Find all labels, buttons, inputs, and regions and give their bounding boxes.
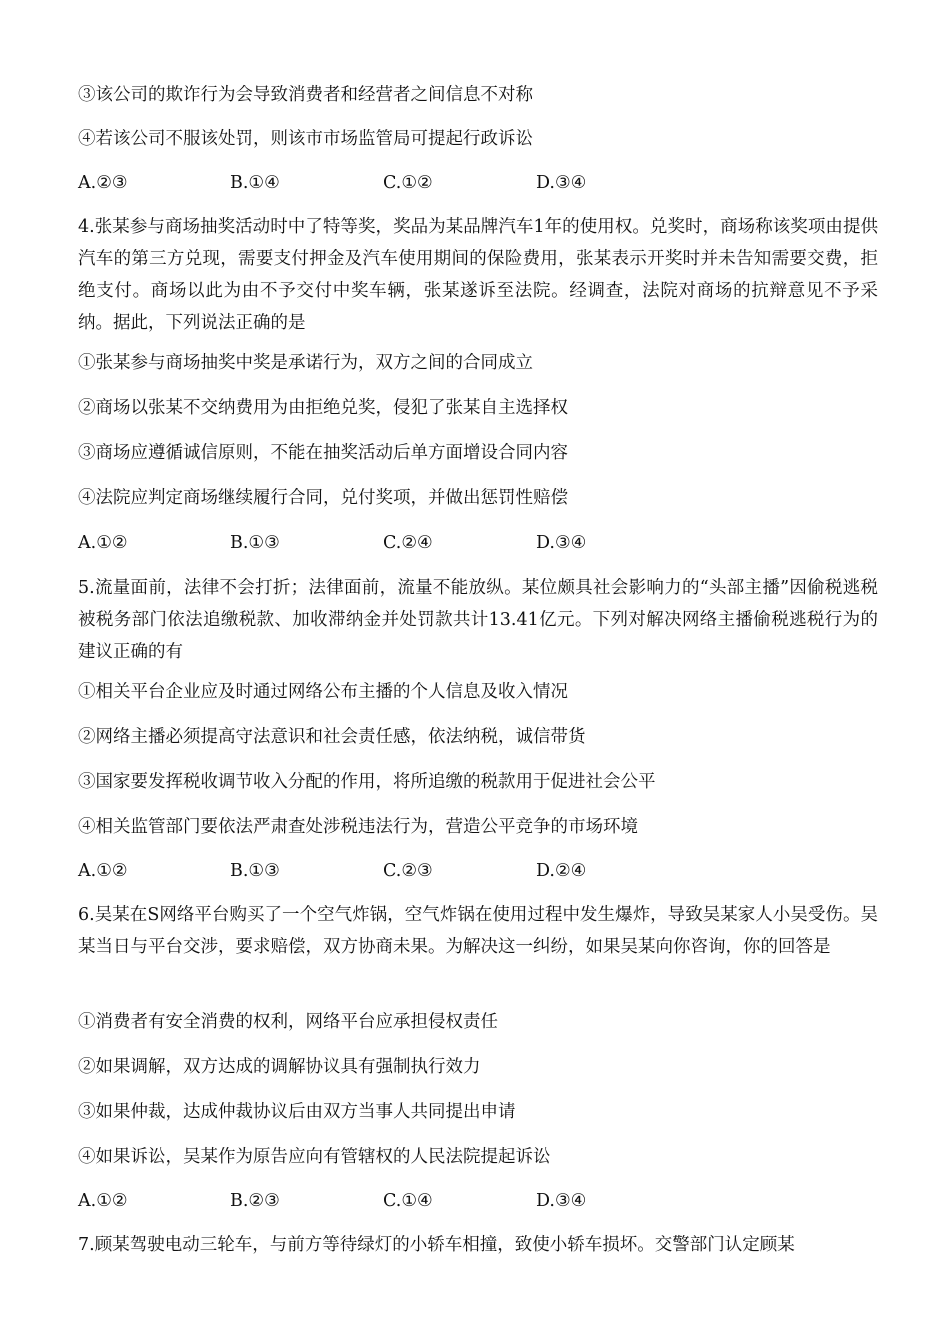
q5-statement-4: ④相关监管部门要依法严肃查处涉税违法行为，营造公平竞争的市场环境 [78, 817, 638, 837]
q3-option-b: B.①④ [230, 173, 280, 193]
q4-option-a: A.①② [78, 533, 128, 553]
q5-statement-1: ①相关平台企业应及时通过网络公布主播的个人信息及收入情况 [78, 682, 568, 702]
q5-stem: 5.流量面前，法律不会打折；法律面前，流量不能放纵。某位颇具社会影响力的“头部主播”因偷税逃税被税务部门依法追缴税款、加收滞纳金并处罚款共计13.41亿元。下列对解决网络主播偷税逃税行为的建议正确的有 [78, 578, 878, 662]
q5-statement-2: ②网络主播必须提高守法意识和社会责任感，依法纳税，诚信带货 [78, 727, 586, 747]
q4-statement-4: ④法院应判定商场继续履行合同，兑付奖项，并做出惩罚性赔偿 [78, 488, 568, 508]
q6-options [78, 1189, 878, 1213]
q5-option-b: B.①③ [230, 861, 280, 881]
q5-option-d: D.②④ [536, 861, 587, 881]
q6-option-b: B.②③ [230, 1191, 280, 1211]
q3-option-c: C.①② [383, 173, 433, 193]
q6-statement-1: ①消费者有安全消费的权利，网络平台应承担侵权责任 [78, 1012, 498, 1032]
q6-option-d: D.③④ [536, 1191, 587, 1211]
q3-statement-4: ④若该公司不服该处罚，则该市市场监管局可提起行政诉讼 [78, 129, 533, 149]
q4-option-d: D.③④ [536, 533, 587, 553]
q6-option-a: A.①② [78, 1191, 128, 1211]
q3-option-d: D.③④ [536, 173, 587, 193]
q3-option-a: A.②③ [78, 173, 128, 193]
q7-stem: 7.顾某驾驶电动三轮车，与前方等待绿灯的小轿车相撞，致使小轿车损坏。交警部门认定顾某 [78, 1235, 795, 1255]
q4-option-c: C.②④ [383, 533, 433, 553]
q6-statement-2: ②如果调解，双方达成的调解协议具有强制执行效力 [78, 1057, 481, 1077]
q5-option-a: A.①② [78, 861, 128, 881]
q3-statement-3: ③该公司的欺诈行为会导致消费者和经营者之间信息不对称 [78, 85, 533, 105]
q4-option-b: B.①③ [230, 533, 280, 553]
q4-statement-1: ①张某参与商场抽奖中奖是承诺行为，双方之间的合同成立 [78, 353, 533, 373]
q4-stem: 4.张某参与商场抽奖活动时中了特等奖，奖品为某品牌汽车1年的使用权。兑奖时，商场称该奖项由提供汽车的第三方兑现，需要支付押金及汽车使用期间的保险费用，张某表示开奖时并未告知需要交费，拒绝支付。商场以此为由不予交付中奖车辆，张某遂诉至法院。经调查，法院对商场的抗辩意见不予采纳。据此，下列说法正确的是 [78, 217, 878, 333]
q4-statement-3: ③商场应遵循诚信原则，不能在抽奖活动后单方面增设合同内容 [78, 443, 568, 463]
q5-options [78, 859, 878, 883]
q6-option-c: C.①④ [383, 1191, 433, 1211]
q5-statement-3: ③国家要发挥税收调节收入分配的作用，将所追缴的税款用于促进社会公平 [78, 772, 656, 792]
q5-option-c: C.②③ [383, 861, 433, 881]
q3-options [78, 171, 878, 195]
q4-options [78, 531, 878, 555]
q4-statement-2: ②商场以张某不交纳费用为由拒绝兑奖，侵犯了张某自主选择权 [78, 398, 568, 418]
q6-statement-3: ③如果仲裁，达成仲裁协议后由双方当事人共同提出申请 [78, 1102, 516, 1122]
q6-stem: 6.吴某在S网络平台购买了一个空气炸锅，空气炸锅在使用过程中发生爆炸，导致吴某家人小吴受伤。吴某当日与平台交涉，要求赔偿，双方协商未果。为解决这一纠纷，如果吴某向你咨询，你的回答是 [78, 905, 878, 957]
q6-statement-4: ④如果诉讼，吴某作为原告应向有管辖权的人民法院提起诉讼 [78, 1147, 551, 1167]
